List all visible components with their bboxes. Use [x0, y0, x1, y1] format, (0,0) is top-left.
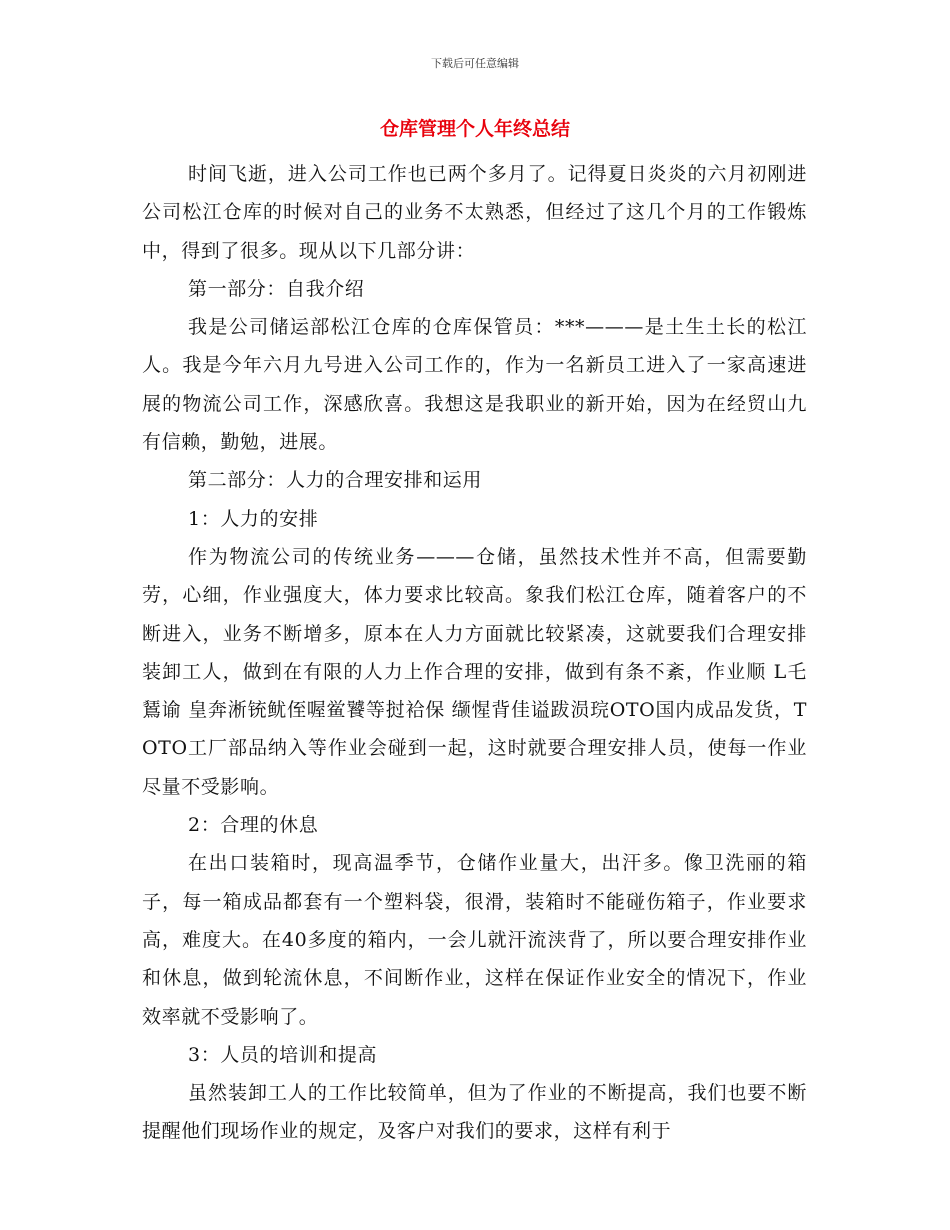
paragraph-intro: 时间飞逝，进入公司工作也已两个多月了。记得夏日炎炎的六月初刚进公司松江仓库的时候对自己的业务不太熟悉，但经过了这几个月的工作锻炼中，得到了很多。现从以下几部分讲：: [142, 163, 807, 262]
header-note: 下载后可任意编辑: [431, 57, 519, 70]
section-heading-1: 第一部分：自我介绍: [188, 277, 365, 300]
paragraph-rest: 在出口装箱时，现高温季节，仓储作业量大，出汗多。像卫洗丽的箱子，每一箱成品都套有一个塑料袋，很滑，装箱时不能碰伤箱子，作业要求高，难度大。在40多度的箱内，一会儿就汗流浃背了，所以要合理安排作业和休息，做到轮流休息，不间断作业，这样在保证作业安全的情况下，作业效率就不受影响了。: [142, 852, 807, 1028]
paragraph-self-intro: 我是公司储运部松江仓库的仓库保管员：***———是土生土长的松江人。我是今年六月九号进入公司工作的，作为一名新员工进入了一家高速进展的物流公司工作，深感欣喜。我想这是我职业的新开始，因为在经贸山九有信赖，勤勉，进展。: [142, 316, 807, 454]
subheading-2: 2：合理的休息: [188, 814, 319, 837]
paragraph-staffing: 作为物流公司的传统业务———仓储，虽然技术性并不高，但需要勤劳，心细，作业强度大，体力要求比较高。象我们松江仓库，随着客户的不断进入，业务不断增多，原本在人力方面就比较紧凑，这就要我们合理安排装卸工人，做到在有限的人力上作合理的安排，做到有条不紊，作业顺 L乇鵟谕 皇奔淅铳鱿侄喔鲎饕等挝袷保 缬惺背佳谥跋涢琓OTO国内成品发货，TOTO工厂部品纳入等作业会碰到一起，这时就要合理安排人员，使每一作业尽量不受影响。: [142, 545, 807, 798]
subheading-3: 3：人员的培训和提高: [188, 1043, 378, 1066]
subheading-1: 1：人力的安排: [188, 507, 319, 530]
document-body: [142, 155, 807, 1151]
section-heading-2: 第二部分：人力的合理安排和运用: [188, 469, 483, 492]
paragraph-training: 虽然装卸工人的工作比较简单，但为了作业的不断提高，我们也要不断提醒他们现场作业的规定，及客户对我们的要求，这样有利于: [142, 1082, 807, 1143]
document-title: 仓库管理个人年终总结: [379, 118, 570, 140]
